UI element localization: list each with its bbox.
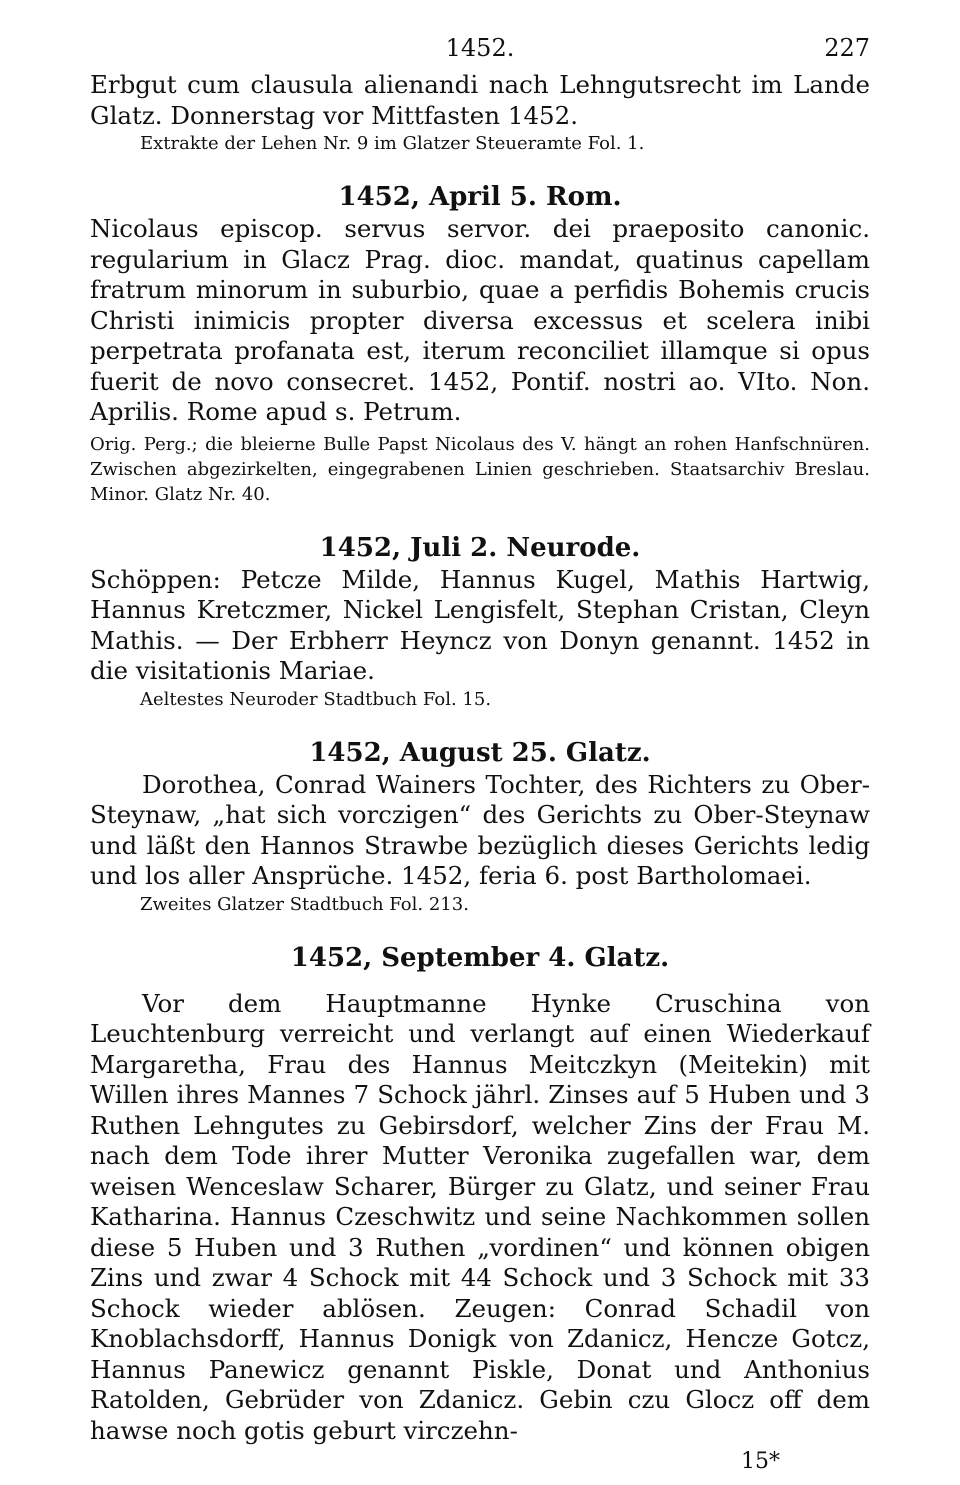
- header-year: 1452.: [445, 34, 515, 62]
- spacer: [90, 507, 870, 531]
- entry-source-note: Orig. Perg.; die bleierne Bulle Papst Nicolaus des V. hängt an rohen Hanfschnüren. Zwischen abgezirkelten, eingegrabenen Linien geschrieben. Staatsarchiv Breslau. Minor. Glatz Nr. 40.: [90, 433, 870, 505]
- entry-heading: 1452, August 25. Glatz.: [309, 737, 651, 768]
- spacer: [90, 712, 870, 736]
- entry-body: Erbgut cum clausula alienandi nach Lehngutsrecht im Lande Glatz. Donnerstag vor Mittfasten 1452.: [90, 70, 870, 130]
- spacer: [90, 975, 870, 989]
- running-header: [90, 30, 870, 70]
- entry-continuation: [90, 70, 870, 156]
- entry-body: Dorothea, Conrad Wainers Tochter, des Richters zu Ober-Steynaw, „hat sich vorczigen“ des Gerichts zu Ober-Steynaw und läßt den Hannos Strawbe bezüglich dieses Gerichts ledig und los aller Ansprüche. 1452, feria 6. post Bartholomaei.: [90, 769, 870, 890]
- signature-mark: 15*: [741, 1449, 780, 1474]
- entry-heading: 1452, April 5. Rom.: [338, 182, 622, 212]
- entry-body: Vor dem Hauptmanne Hynke Cruschina von Leuchtenburg verreicht und verlangt auf einen Wiederkauf Margaretha, Frau des Hannus Meitczkyn (Meitekin) mit Willen ihres Mannes 7 Schock jährl. Zinses auf 5 Huben und 3 Ruthen Lehngutes zu Gebirsdorf, welcher Zins der Frau M. nach dem Tode ihrer Mutter Veronika zugefallen war, dem weisen Wenceslaw Scharer, Bürger zu Glatz, und seiner Frau Katharina. Hannus Czeschwitz und seine Nachkommen sollen diese 5 Huben und 3 Ruthen „vordinen“ und können obigen Zins und zwar 4 Schock mit 44 Schock und 3 Schock mit 33 Schock wieder ablösen. Zeugen: Conrad Schadil von Knoblachsdorff, Hannus Donigk von Zdanicz, Hencze Gotcz, Hannus Panewicz genannt Piskle, Donat und Anthonius Ratolden, Gebrüder von Zdanicz. Gebin czu Glocz off dem hawse noch gotis geburt virczehn-: [90, 988, 870, 1445]
- entry-heading: 1452, September 4. Glatz.: [290, 942, 670, 973]
- spacer: [90, 917, 870, 941]
- spacer: [90, 156, 870, 180]
- entry-1452-september-4: [90, 941, 870, 1447]
- entry-1452-august-25: [90, 736, 870, 917]
- page-number: 227: [824, 34, 870, 62]
- entry-body: Schöppen: Petcze Milde, Hannus Kugel, Mathis Hartwig, Hannus Kretczmer, Nickel Lengisfelt, Stephan Cristan, Cleyn Mathis. — Der Erbherr Heyncz von Donyn genannt. 1452 in die visitationis Mariae.: [90, 564, 870, 685]
- entry-1452-april-5: [90, 180, 870, 507]
- entry-source-note: Extrakte der Lehen Nr. 9 im Glatzer Steueramte Fol. 1.: [140, 133, 645, 154]
- entry-heading: 1452, Juli 2. Neurode.: [319, 532, 641, 563]
- document-page: [90, 30, 870, 1476]
- entry-body: Nicolaus episcop. servus servor. dei praeposito canonic. regularium in Glacz Prag. dioc. mandat, quatinus capellam fratrum minorum in suburbio, quae a perfidis Bohemis crucis Christi inimicis propter diversa excessus et scelera inibi perpetrata profanata est, iterum reconciliet illamque si opus fuerit de novo consecret. 1452, Pontif. nostri ao. VIto. Non. Aprilis. Rome apud s. Petrum.: [90, 214, 870, 426]
- entry-1452-juli-2: [90, 531, 870, 712]
- entry-source-note: Aeltestes Neuroder Stadtbuch Fol. 15.: [140, 688, 492, 710]
- entry-source-note: Zweites Glatzer Stadtbuch Fol. 213.: [140, 893, 469, 915]
